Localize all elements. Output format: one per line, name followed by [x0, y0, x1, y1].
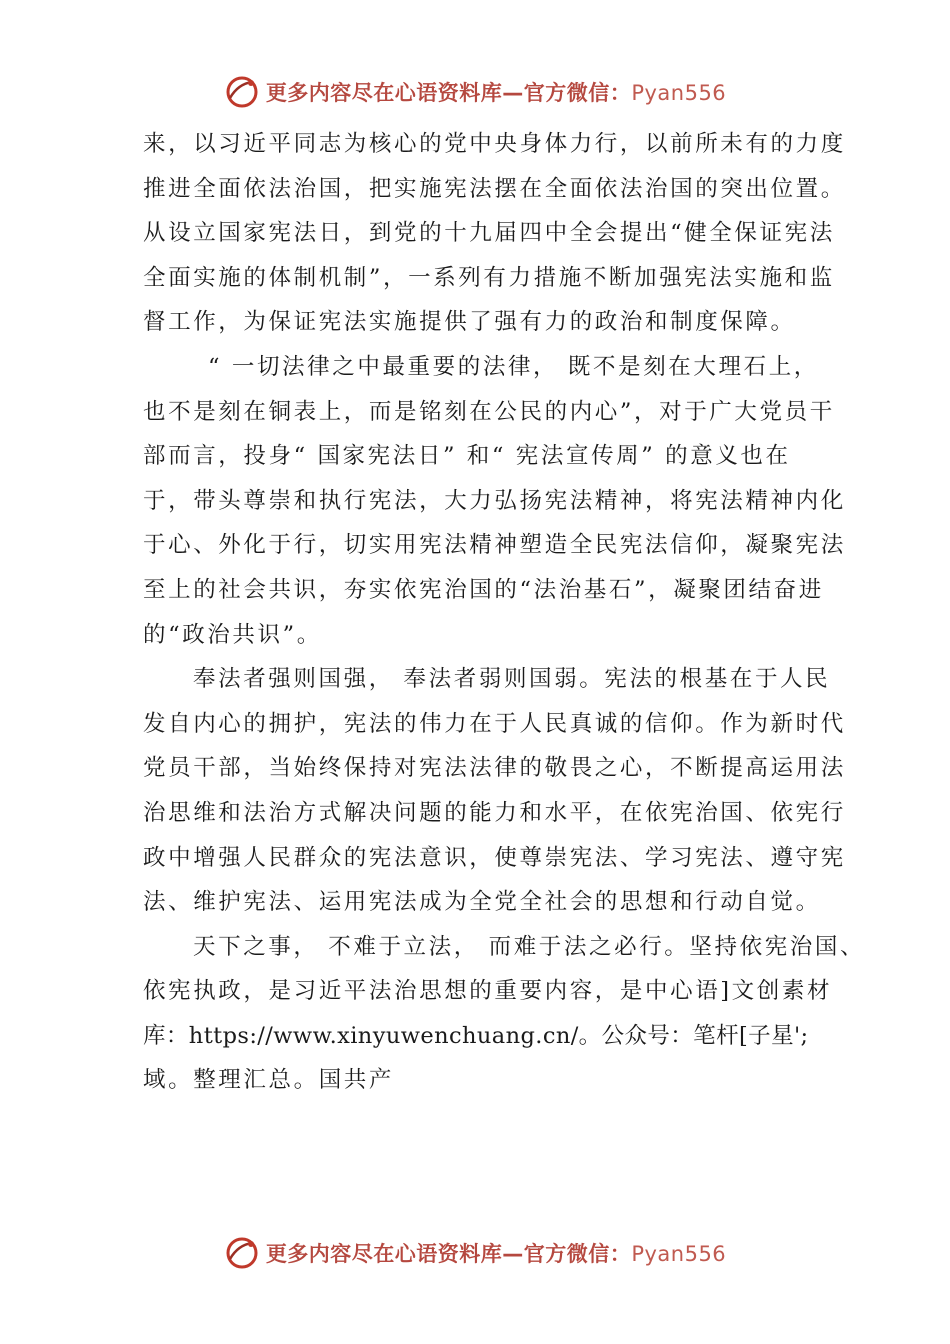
text-line: 也不是刻在铜表上，而是铭刻在公民的内心”，对于广大党员干 [143, 398, 835, 425]
text-line: 法、维护宪法、运用宪法成为全党全社会的思想和行动自觉。 [143, 889, 821, 916]
text-line: 全面实施的体制机制”，一系列有力措施不断加强宪法实施和监 [143, 264, 835, 291]
banner-wechat-id: Pyan556 [631, 81, 727, 105]
document-body [143, 122, 866, 1103]
paragraph-4 [143, 925, 866, 1103]
paragraph-2 [143, 345, 846, 657]
text-line: 域。整理汇总。国共产 [143, 1067, 395, 1094]
text-line: 发自内心的拥护，宪法的伟力在于人民真诚的信仰。作为新时代 [143, 710, 846, 737]
text-line: 督工作，为保证宪法实施提供了强有力的政治和制度保障。 [143, 309, 796, 336]
text-line: 部而言，投身“ 国家宪法日” 和“ 宪法宣传周” 的意义也在 [143, 443, 791, 470]
text-line: 党员干部，当始终保持对宪法法律的敬畏之心，不断提高运用法 [143, 755, 846, 782]
banner-wechat-id: Pyan556 [631, 1242, 727, 1266]
text-line: 依宪执政，是习近平法治思想的重要内容，是中心语]文创素材 [143, 978, 833, 1005]
text-line: 来，以习近平同志为核心的党中央身体力行，以前所未有的力度 [143, 131, 846, 157]
text-line: 于心、外化于行，切实用宪法精神塑造全民宪法信仰，凝聚宪法 [143, 532, 846, 559]
header-banner [0, 72, 950, 112]
text-line: 从设立国家宪法日，到党的十九届四中全会提出“健全保证宪法 [143, 220, 835, 247]
banner-text [266, 1238, 726, 1268]
banner-slogan: 更多内容尽在心语资料库—官方微信： [265, 1242, 632, 1266]
banner-slogan: 更多内容尽在心语资料库—官方微信： [265, 81, 632, 105]
text-line: 于，带头尊崇和执行宪法，大力弘扬宪法精神，将宪法精神内化 [143, 487, 846, 514]
text-line: 天下之事， 不难于立法， 而难于法之必行。坚持依宪治国、 [193, 933, 866, 960]
text-line: 推进全面依法治国，把实施宪法摆在全面依法治国的突出位置。 [143, 175, 846, 202]
text-line: 至上的社会共识，夯实依宪治国的“法治基石”，凝聚团结奋进 [143, 576, 824, 603]
text-line: 政中增强人民群众的宪法意识，使尊崇宪法、学习宪法、遵守宪 [143, 844, 846, 871]
text-line: 库：https://www.xinyuwenchuang.cn/。公众号：笔杆[子星'; [143, 1022, 809, 1049]
text-line: 的“政治共识”。 [143, 621, 322, 648]
brush-circle-logo-icon [224, 74, 260, 110]
footer-banner [0, 1233, 950, 1273]
banner-text [266, 77, 726, 107]
text-line: “ 一切法律之中最重要的法律， 既不是刻在大理石上， [208, 353, 819, 380]
text-line: 奉法者强则国强， 奉法者弱则国弱。宪法的根基在于人民 [193, 666, 831, 693]
text-line: 治思维和法治方式解决问题的能力和水平，在依宪治国、依宪行 [143, 799, 846, 826]
paragraph-3 [143, 657, 846, 925]
paragraph-1 [143, 122, 846, 345]
brush-circle-logo-icon [224, 1235, 260, 1271]
